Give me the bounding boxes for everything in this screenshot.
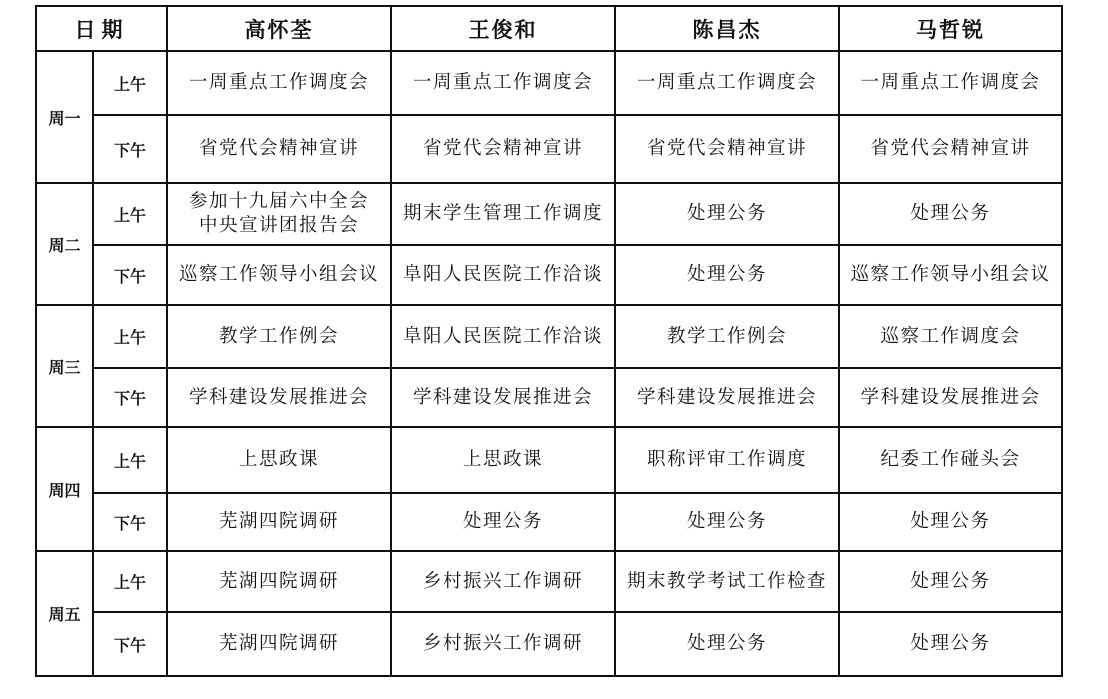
- task-cell: 巡察工作领导小组会议: [839, 245, 1062, 305]
- task-cell: 省党代会精神宣讲: [391, 115, 615, 183]
- person-header: 王俊和: [391, 6, 615, 51]
- day-cell: 周三: [36, 305, 93, 427]
- task-cell: 教学工作例会: [167, 305, 391, 368]
- date-header: 日期: [36, 6, 167, 51]
- schedule-body: [36, 6, 1062, 676]
- task-cell: 处理公务: [615, 612, 839, 676]
- task-cell: 处理公务: [615, 183, 839, 245]
- task-cell: 学科建设发展推进会: [839, 368, 1062, 427]
- task-cell: 省党代会精神宣讲: [615, 115, 839, 183]
- task-cell: 上思政课: [167, 427, 391, 493]
- task-cell: 上思政课: [391, 427, 615, 493]
- task-cell: 教学工作例会: [615, 305, 839, 368]
- task-cell: 处理公务: [839, 612, 1062, 676]
- task-cell: 学科建设发展推进会: [167, 368, 391, 427]
- period-cell: 下午: [93, 493, 167, 551]
- period-cell: 上午: [93, 551, 167, 612]
- schedule-row: [36, 183, 1062, 245]
- schedule-row: [36, 368, 1062, 427]
- task-cell: 纪委工作碰头会: [839, 427, 1062, 493]
- schedule-row: [36, 245, 1062, 305]
- task-cell: 一周重点工作调度会: [615, 51, 839, 115]
- schedule-row: [36, 305, 1062, 368]
- day-cell: 周一: [36, 51, 93, 183]
- task-cell: 学科建设发展推进会: [391, 368, 615, 427]
- task-cell: 处理公务: [839, 493, 1062, 551]
- task-cell: 巡察工作领导小组会议: [167, 245, 391, 305]
- period-cell: 下午: [93, 245, 167, 305]
- task-cell: 芜湖四院调研: [167, 551, 391, 612]
- task-cell: 阜阳人民医院工作洽谈: [391, 245, 615, 305]
- task-cell: 处理公务: [839, 183, 1062, 245]
- task-cell: 学科建设发展推进会: [615, 368, 839, 427]
- task-cell: 乡村振兴工作调研: [391, 551, 615, 612]
- period-cell: 上午: [93, 427, 167, 493]
- period-cell: 下午: [93, 368, 167, 427]
- schedule-row: [36, 427, 1062, 493]
- task-cell: 处理公务: [615, 245, 839, 305]
- person-header: 陈昌杰: [615, 6, 839, 51]
- schedule-row: [36, 612, 1062, 676]
- task-cell: 处理公务: [839, 551, 1062, 612]
- task-cell: 省党代会精神宣讲: [167, 115, 391, 183]
- task-cell: 职称评审工作调度: [615, 427, 839, 493]
- day-cell: 周五: [36, 551, 93, 676]
- task-cell: 期末学生管理工作调度: [391, 183, 615, 245]
- schedule-table: [35, 5, 1063, 677]
- task-cell: 处理公务: [391, 493, 615, 551]
- schedule-row: [36, 493, 1062, 551]
- schedule-row: [36, 551, 1062, 612]
- day-cell: 周二: [36, 183, 93, 305]
- task-cell: 乡村振兴工作调研: [391, 612, 615, 676]
- task-cell: 一周重点工作调度会: [167, 51, 391, 115]
- task-cell: 芜湖四院调研: [167, 493, 391, 551]
- task-cell: 芜湖四院调研: [167, 612, 391, 676]
- task-cell: 期末教学考试工作检查: [615, 551, 839, 612]
- day-cell: 周四: [36, 427, 93, 551]
- person-header: 高怀荃: [167, 6, 391, 51]
- task-cell: 处理公务: [615, 493, 839, 551]
- schedule-row: [36, 51, 1062, 115]
- period-cell: 上午: [93, 183, 167, 245]
- period-cell: 下午: [93, 115, 167, 183]
- header-row: [36, 6, 1062, 51]
- task-cell: 巡察工作调度会: [839, 305, 1062, 368]
- task-cell: 一周重点工作调度会: [391, 51, 615, 115]
- period-cell: 下午: [93, 612, 167, 676]
- period-cell: 上午: [93, 51, 167, 115]
- schedule-row: [36, 115, 1062, 183]
- period-cell: 上午: [93, 305, 167, 368]
- task-cell: 参加十九届六中全会 中央宣讲团报告会: [167, 183, 391, 245]
- task-cell: 一周重点工作调度会: [839, 51, 1062, 115]
- task-cell: 省党代会精神宣讲: [839, 115, 1062, 183]
- task-cell: 阜阳人民医院工作洽谈: [391, 305, 615, 368]
- person-header: 马哲锐: [839, 6, 1062, 51]
